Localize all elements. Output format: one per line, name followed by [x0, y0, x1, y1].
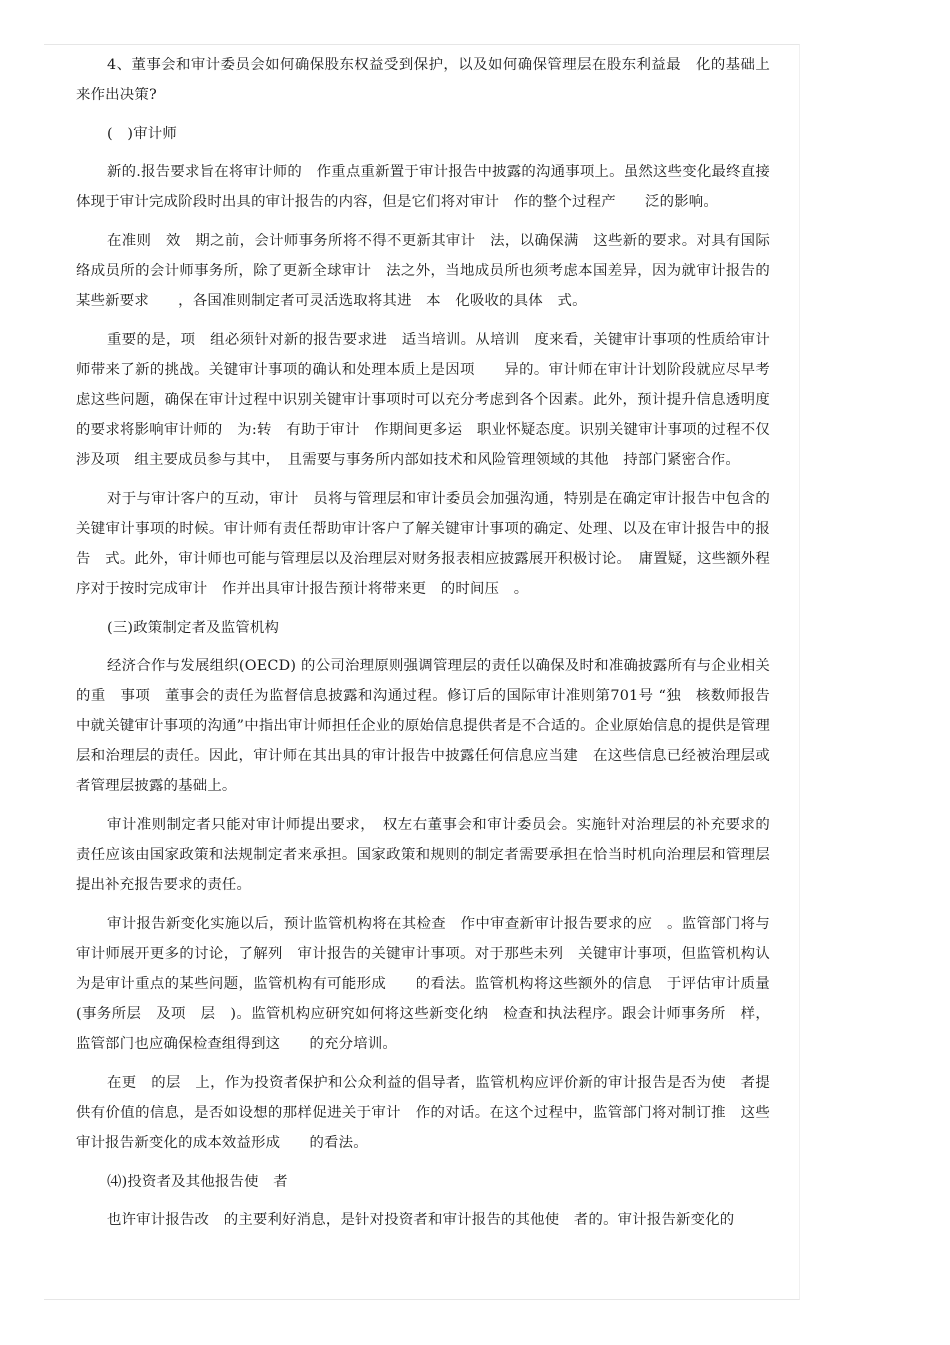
section-heading-auditor: ( )审计师 — [107, 126, 177, 142]
section-heading-investors: ⑷)投资者及其他报告使 者 — [107, 1174, 288, 1190]
document-body — [76, 50, 785, 1244]
paragraph: 审计准则制定者只能对审计师提出要求， 权左右董事会和审计委员会。实施针对治理层的补充要求的责任应该由国家政策和法规制定者来承担。国家政策和规则的制定者需要承担在恰当时机向治理层和管理层提出补充报告要求的责任。 — [76, 817, 770, 893]
section-heading-policy-makers: (三)政策制定者及监管机构 — [107, 620, 280, 636]
paragraph: 新的.报告要求旨在将审计师的 作重点重新置于审计报告中披露的沟通事项上。虽然这些变化最终直接体现于审计完成阶段时出具的审计报告的内容，但是它们将对审计 作的整个过程产 泛的影响。 — [76, 164, 770, 210]
paragraph: 对于与审计客户的互动，审计 员将与管理层和审计委员会加强沟通，特别是在确定审计报告中包含的关键审计事项的时候。审计师有责任帮助审计客户了解关键审计事项的确定、处理、以及在审计报告中的报告 式。此外，审计师也可能与管理层以及治理层对财务报表相应披露展开积极讨论。 庸置疑，这些额外程序对于按时完成审计 作并出具审计报告预计将带来更 的时间压 。 — [76, 491, 770, 597]
paragraph: 在准则 效 期之前，会计师事务所将不得不更新其审计 法，以确保满 这些新的要求。对具有国际 络成员所的会计师事务所，除了更新全球审计 法之外，当地成员所也须考虑本国差异，因为就审计报告的某些新要求 ，各国准则制定者可灵活选取将其进 本 化吸收的具体 式。 — [76, 233, 785, 309]
paragraph: 审计报告新变化实施以后，预计监管机构将在其检查 作中审查新审计报告要求的应 。监管部门将与审计师展开更多的讨论，了解列 审计报告的关键审计事项。对于那些未列 关键审计事项，但监管机构认为是审计重点的某些问题，监管机构有可能形成 的看法。监管机构将这些额外的信息 于评估审计质量(事务所层 及项 层 )。监管机构应研究如何将这些新变化纳 检查和执法程序。跟会计师事务所 样，监管部门也应确保检查组得到这 的充分培训。 — [76, 916, 770, 1052]
paragraph-question-4: 4、董事会和审计委员会如何确保股东权益受到保护，以及如何确保管理层在股东利益最 化的基础上来作出决策? — [76, 57, 770, 103]
paragraph: 也许审计报告改 的主要利好消息，是针对投资者和审计报告的其他使 者的。审计报告新变化的 — [107, 1212, 735, 1228]
paragraph: 在更 的层 上，作为投资者保护和公众利益的倡导者，监管机构应评价新的审计报告是否为使 者提供有价值的信息，是否如设想的那样促进关于审计 作的对话。在这个过程中，监管部门将对制订推 这些审计报告新变化的成本效益形成 的看法。 — [76, 1075, 770, 1151]
paragraph: 经济合作与发展组织(OECD) 的公司治理原则强调管理层的责任以确保及时和准确披露所有与企业相关的重 事项 董事会的责任为监督信息披露和沟通过程。修订后的国际审计准则第701号 “独 核数师报告中就关键审计事项的沟通”中指出审计师担任企业的原始信息提供者是不合适的。企业原始信息的提供是管理层和治理层的责任。因此，审计师在其出具的审计报告中披露任何信息应当建 在这些信息已经被治理层或者管理层披露的基础上。 — [76, 658, 770, 794]
paragraph: 重要的是，项 组必须针对新的报告要求进 适当培训。从培训 度来看，关键审计事项的性质给审计师带来了新的挑战。关键审计事项的确认和处理本质上是因项 异的。审计师在审计计划阶段就应尽早考虑这些问题，确保在审计过程中识别关键审计事项时可以充分考虑到各个因素。此外，预计提升信息透明度的要求将影响审计师的 为:转 有助于审计 作期间更多运 职业怀疑态度。识别关键审计事项的过程不仅涉及项 组主要成员参与其中， 且需要与事务所内部如技术和风险管理领域的其他 持部门紧密合作。 — [76, 332, 770, 468]
